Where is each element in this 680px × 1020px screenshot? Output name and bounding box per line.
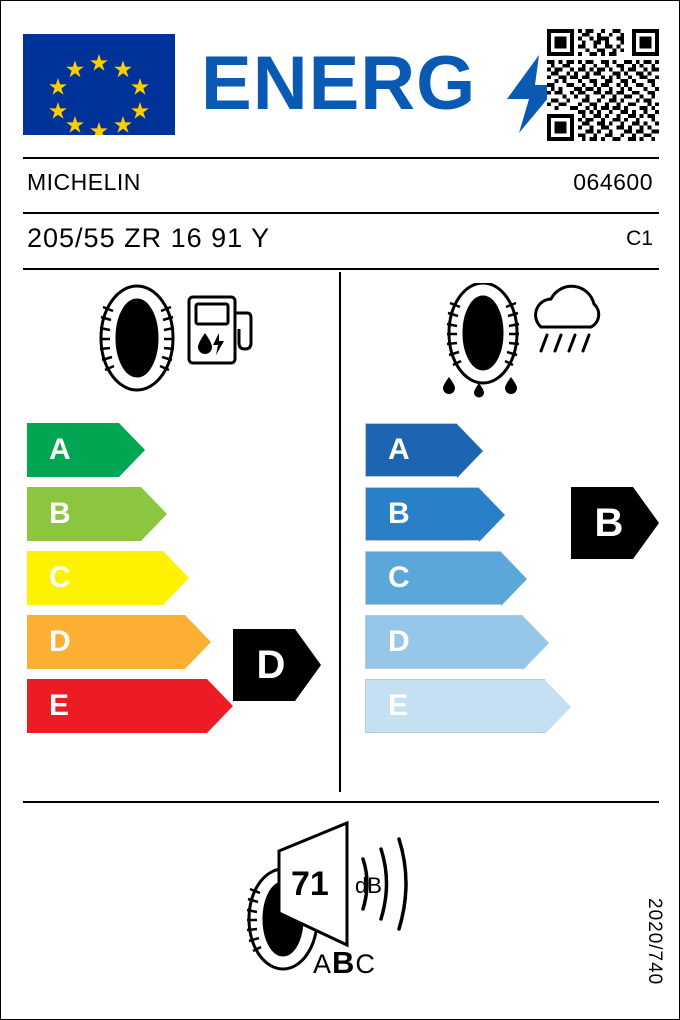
grade-letter: A [388,433,410,466]
grade-row [365,487,545,541]
page-title: ENERG [201,41,477,126]
tyre-class: C1 [626,227,653,250]
grade-row [365,551,545,605]
fuel-grade-a [27,423,119,477]
tyre-fuel-pump-icon [87,283,267,393]
grade-row [27,487,207,541]
grade-letter: C [49,561,71,594]
tyre-loudspeaker-icon [227,813,467,993]
qr-code-icon [547,29,659,141]
grade-letter: C [388,561,410,594]
divider-4 [23,801,659,803]
grade-letter: A [49,433,71,466]
wet-grip-scale [365,423,545,743]
grade-letter: B [49,497,71,530]
eu-flag-icon [23,34,175,135]
fuel-grade-e [27,679,207,733]
tyre-size: 205/55 ZR 16 91 Y [27,223,271,253]
noise-value: 71 [291,865,329,903]
grade-row [27,551,207,605]
noise-class-b: B [332,945,356,980]
divider-vertical [339,272,341,792]
brand-name: MICHELIN [27,169,141,195]
grade-row [365,615,545,669]
divider-1 [23,157,659,159]
product-code: 064600 [573,169,653,195]
wet-grade-b [365,487,479,541]
label-header [23,29,659,139]
wet-selected-grade-marker [571,487,659,559]
wet-grade-d [365,615,523,669]
noise-unit: dB [355,873,382,898]
fuel-efficiency-scale [27,423,207,743]
grade-letter: E [388,689,409,722]
grade-row [27,615,207,669]
marker-letter: D [256,642,286,687]
noise-class-c: C [355,949,376,979]
grade-row [365,679,545,733]
grade-letter: D [49,625,71,658]
fuel-selected-grade-marker [233,629,321,701]
tyre-rain-cloud-icon [425,283,615,399]
wet-grade-a [365,423,457,477]
wet-grade-c [365,551,501,605]
fuel-grade-c [27,551,163,605]
marker-letter: B [594,500,624,545]
grade-letter: E [49,689,70,722]
grade-letter: B [388,497,410,530]
divider-2 [23,212,659,214]
divider-3 [23,268,659,270]
fuel-grade-b [27,487,141,541]
grade-letter: D [388,625,410,658]
grade-row [27,679,207,733]
regulation-reference: 2020/740 [644,897,665,985]
fuel-grade-d [27,615,185,669]
noise-class-a: A [313,949,333,979]
noise-class-scale [313,945,376,981]
grade-row [27,423,207,477]
grade-row [365,423,545,477]
wet-grade-e [365,679,545,733]
